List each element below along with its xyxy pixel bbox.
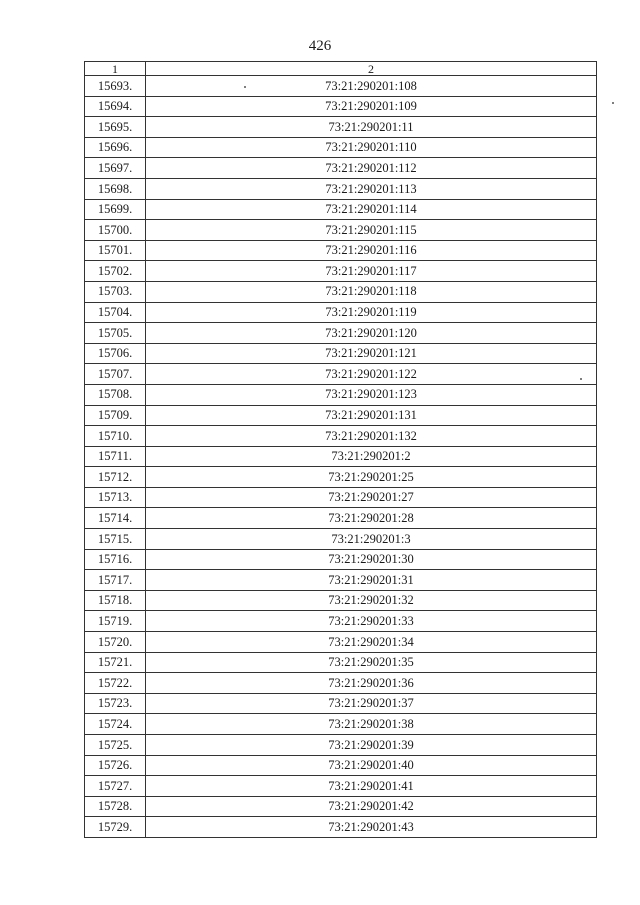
table-row xyxy=(85,693,597,714)
row-number-cell: 15695. xyxy=(85,117,146,138)
table-row xyxy=(85,343,597,364)
row-number-cell: 15697. xyxy=(85,158,146,179)
row-number-cell: 15707. xyxy=(85,364,146,385)
table-row xyxy=(85,549,597,570)
table-row xyxy=(85,76,597,97)
row-number-cell: 15715. xyxy=(85,529,146,550)
row-number-cell: 15726. xyxy=(85,755,146,776)
table-row xyxy=(85,137,597,158)
table-row xyxy=(85,508,597,529)
table-row xyxy=(85,405,597,426)
table-body xyxy=(85,76,597,838)
table-row xyxy=(85,776,597,797)
cadastral-number-cell: 73:21:290201:25 xyxy=(146,467,597,488)
row-number-cell: 15710. xyxy=(85,426,146,447)
row-number-cell: 15706. xyxy=(85,343,146,364)
row-number-cell: 15722. xyxy=(85,673,146,694)
table-row xyxy=(85,632,597,653)
column-header-cadastral-number: 2 xyxy=(146,62,597,76)
cadastral-number-cell: 73:21:290201:39 xyxy=(146,735,597,756)
scan-speck xyxy=(244,86,246,88)
row-number-cell: 15712. xyxy=(85,467,146,488)
table-row xyxy=(85,570,597,591)
row-number-cell: 15696. xyxy=(85,137,146,158)
row-number-cell: 15703. xyxy=(85,281,146,302)
row-number-cell: 15700. xyxy=(85,220,146,241)
cadastral-number-cell: 73:21:290201:121 xyxy=(146,343,597,364)
table-row xyxy=(85,240,597,261)
table-row xyxy=(85,96,597,117)
table-row xyxy=(85,220,597,241)
cadastral-number-cell: 73:21:290201:34 xyxy=(146,632,597,653)
cadastral-number-cell: 73:21:290201:40 xyxy=(146,755,597,776)
row-number-cell: 15701. xyxy=(85,240,146,261)
cadastral-number-cell: 73:21:290201:32 xyxy=(146,590,597,611)
cadastral-number-cell: 73:21:290201:108 xyxy=(146,76,597,97)
table-row xyxy=(85,714,597,735)
row-number-cell: 15704. xyxy=(85,302,146,323)
row-number-cell: 15711. xyxy=(85,446,146,467)
table-row xyxy=(85,673,597,694)
cadastral-number-cell: 73:21:290201:112 xyxy=(146,158,597,179)
table-row xyxy=(85,261,597,282)
cadastral-number-cell: 73:21:290201:43 xyxy=(146,817,597,838)
cadastral-number-cell: 73:21:290201:110 xyxy=(146,137,597,158)
row-number-cell: 15728. xyxy=(85,796,146,817)
table-row xyxy=(85,529,597,550)
cadastral-number-cell: 73:21:290201:36 xyxy=(146,673,597,694)
row-number-cell: 15708. xyxy=(85,384,146,405)
cadastral-number-cell: 73:21:290201:119 xyxy=(146,302,597,323)
cadastral-number-cell: 73:21:290201:114 xyxy=(146,199,597,220)
row-number-cell: 15699. xyxy=(85,199,146,220)
header-row xyxy=(85,62,597,76)
cadastral-number-cell: 73:21:290201:30 xyxy=(146,549,597,570)
table-row xyxy=(85,364,597,385)
cadastral-number-cell: 73:21:290201:122 xyxy=(146,364,597,385)
table-row xyxy=(85,384,597,405)
table-row xyxy=(85,323,597,344)
row-number-cell: 15693. xyxy=(85,76,146,97)
register-table xyxy=(84,61,597,838)
row-number-cell: 15702. xyxy=(85,261,146,282)
table-row xyxy=(85,199,597,220)
row-number-cell: 15719. xyxy=(85,611,146,632)
table-row xyxy=(85,467,597,488)
cadastral-number-cell: 73:21:290201:28 xyxy=(146,508,597,529)
cadastral-number-cell: 73:21:290201:27 xyxy=(146,487,597,508)
cadastral-number-cell: 73:21:290201:3 xyxy=(146,529,597,550)
cadastral-number-cell: 73:21:290201:116 xyxy=(146,240,597,261)
table-row xyxy=(85,158,597,179)
cadastral-number-cell: 73:21:290201:132 xyxy=(146,426,597,447)
cadastral-number-cell: 73:21:290201:42 xyxy=(146,796,597,817)
row-number-cell: 15705. xyxy=(85,323,146,344)
row-number-cell: 15713. xyxy=(85,487,146,508)
cadastral-number-cell: 73:21:290201:118 xyxy=(146,281,597,302)
table-row xyxy=(85,426,597,447)
table-row xyxy=(85,735,597,756)
table-row xyxy=(85,446,597,467)
row-number-cell: 15729. xyxy=(85,817,146,838)
cadastral-number-cell: 73:21:290201:2 xyxy=(146,446,597,467)
table-row xyxy=(85,817,597,838)
cadastral-number-cell: 73:21:290201:113 xyxy=(146,178,597,199)
row-number-cell: 15727. xyxy=(85,776,146,797)
row-number-cell: 15720. xyxy=(85,632,146,653)
table-row xyxy=(85,302,597,323)
scan-speck xyxy=(612,102,614,104)
scan-speck xyxy=(580,378,582,380)
table-row xyxy=(85,487,597,508)
row-number-cell: 15709. xyxy=(85,405,146,426)
row-number-cell: 15723. xyxy=(85,693,146,714)
row-number-cell: 15718. xyxy=(85,590,146,611)
cadastral-number-cell: 73:21:290201:37 xyxy=(146,693,597,714)
row-number-cell: 15721. xyxy=(85,652,146,673)
table-row xyxy=(85,611,597,632)
row-number-cell: 15724. xyxy=(85,714,146,735)
table-row xyxy=(85,652,597,673)
cadastral-number-cell: 73:21:290201:131 xyxy=(146,405,597,426)
cadastral-number-cell: 73:21:290201:11 xyxy=(146,117,597,138)
table-row xyxy=(85,178,597,199)
cadastral-number-cell: 73:21:290201:120 xyxy=(146,323,597,344)
table-row xyxy=(85,755,597,776)
cadastral-number-cell: 73:21:290201:31 xyxy=(146,570,597,591)
row-number-cell: 15725. xyxy=(85,735,146,756)
cadastral-number-cell: 73:21:290201:117 xyxy=(146,261,597,282)
table-row xyxy=(85,590,597,611)
row-number-cell: 15717. xyxy=(85,570,146,591)
page-number: 426 xyxy=(308,38,332,54)
cadastral-number-cell: 73:21:290201:109 xyxy=(146,96,597,117)
table-row xyxy=(85,281,597,302)
table-row xyxy=(85,796,597,817)
row-number-cell: 15714. xyxy=(85,508,146,529)
cadastral-number-cell: 73:21:290201:33 xyxy=(146,611,597,632)
table-row xyxy=(85,117,597,138)
column-header-number: 1 xyxy=(85,62,146,76)
row-number-cell: 15716. xyxy=(85,549,146,570)
cadastral-number-cell: 73:21:290201:41 xyxy=(146,776,597,797)
row-number-cell: 15698. xyxy=(85,178,146,199)
cadastral-number-cell: 73:21:290201:38 xyxy=(146,714,597,735)
cadastral-number-cell: 73:21:290201:115 xyxy=(146,220,597,241)
cadastral-number-cell: 73:21:290201:35 xyxy=(146,652,597,673)
cadastral-number-cell: 73:21:290201:123 xyxy=(146,384,597,405)
row-number-cell: 15694. xyxy=(85,96,146,117)
